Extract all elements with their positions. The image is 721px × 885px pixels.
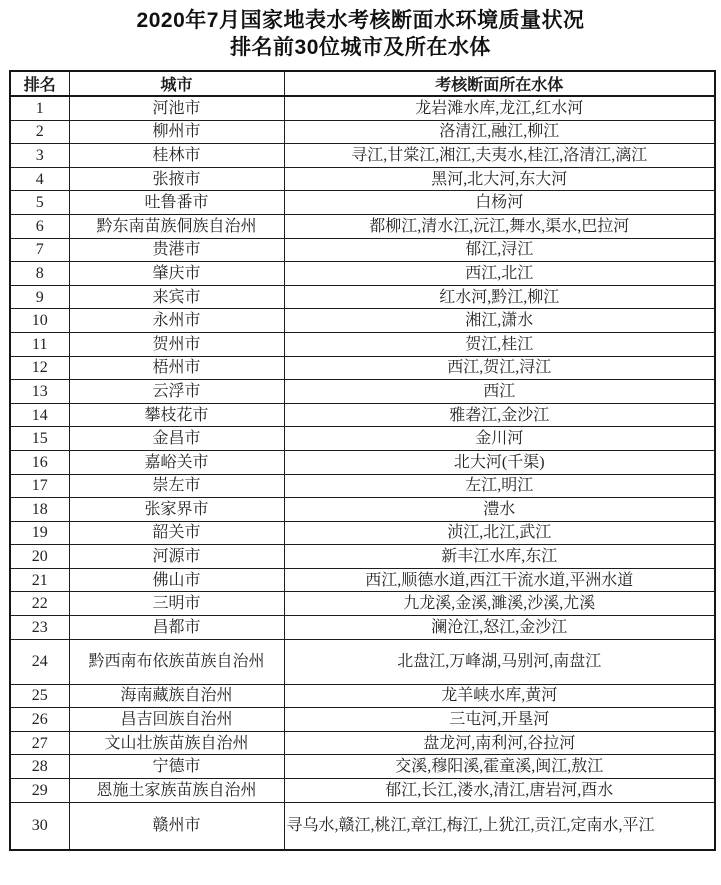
table-row: [10, 474, 715, 498]
ranking-table: [9, 70, 716, 851]
table-row: [10, 309, 715, 333]
city-cell: 河源市: [69, 545, 284, 569]
rank-cell: 30: [10, 802, 69, 850]
waters-cell: 白杨河: [284, 191, 715, 215]
rank-cell: 6: [10, 214, 69, 238]
rank-cell: 27: [10, 731, 69, 755]
table-row: [10, 802, 715, 850]
table-row: [10, 144, 715, 168]
rank-cell: 14: [10, 403, 69, 427]
waters-cell: 交溪,穆阳溪,霍童溪,闽江,敖江: [284, 755, 715, 779]
table-row: [10, 403, 715, 427]
table-row: [10, 262, 715, 286]
rank-cell: 13: [10, 380, 69, 404]
city-cell: 肇庆市: [69, 262, 284, 286]
header-rank: 排名: [10, 71, 69, 96]
city-cell: 桂林市: [69, 144, 284, 168]
city-cell: 柳州市: [69, 120, 284, 144]
waters-cell: 西江,顺德水道,西江干流水道,平洲水道: [284, 568, 715, 592]
rank-cell: 24: [10, 639, 69, 684]
rank-cell: 20: [10, 545, 69, 569]
table-row: [10, 684, 715, 708]
rank-cell: 3: [10, 144, 69, 168]
table-row: [10, 214, 715, 238]
table-row: [10, 450, 715, 474]
waters-cell: 盘龙河,南利河,谷拉河: [284, 731, 715, 755]
rank-cell: 11: [10, 332, 69, 356]
waters-cell: 都柳江,清水江,沅江,舞水,渠水,巴拉河: [284, 214, 715, 238]
city-cell: 佛山市: [69, 568, 284, 592]
waters-cell: 北大河(千渠): [284, 450, 715, 474]
rank-cell: 29: [10, 779, 69, 803]
city-cell: 永州市: [69, 309, 284, 333]
rank-cell: 17: [10, 474, 69, 498]
rank-cell: 23: [10, 616, 69, 640]
waters-cell: 澧水: [284, 498, 715, 522]
city-cell: 昌都市: [69, 616, 284, 640]
waters-cell: 郁江,浔江: [284, 238, 715, 262]
rank-cell: 7: [10, 238, 69, 262]
waters-cell: 红水河,黔江,柳江: [284, 285, 715, 309]
waters-cell: 雅砻江,金沙江: [284, 403, 715, 427]
city-cell: 昌吉回族自治州: [69, 708, 284, 732]
waters-cell: 西江: [284, 380, 715, 404]
page-title: [0, 0, 721, 61]
table-body: [10, 96, 715, 850]
table-row: [10, 120, 715, 144]
header-waters: 考核断面所在水体: [284, 71, 715, 96]
table-row: [10, 639, 715, 684]
rank-cell: 2: [10, 120, 69, 144]
city-cell: 来宾市: [69, 285, 284, 309]
waters-cell: 龙岩滩水库,龙江,红水河: [284, 96, 715, 120]
waters-cell: 左江,明江: [284, 474, 715, 498]
city-cell: 恩施土家族苗族自治州: [69, 779, 284, 803]
city-cell: 黔东南苗族侗族自治州: [69, 214, 284, 238]
city-cell: 文山壮族苗族自治州: [69, 731, 284, 755]
waters-cell: 北盘江,万峰湖,马别河,南盘江: [284, 639, 715, 684]
city-cell: 攀枝花市: [69, 403, 284, 427]
city-cell: 河池市: [69, 96, 284, 120]
table-row: [10, 427, 715, 451]
waters-cell: 寻乌水,赣江,桃江,章江,梅江,上犹江,贡江,定南水,平江: [284, 802, 715, 850]
rank-cell: 15: [10, 427, 69, 451]
title-line-2: 排名前30位城市及所在水体: [230, 36, 491, 59]
city-cell: 张家界市: [69, 498, 284, 522]
waters-cell: 澜沧江,怒江,金沙江: [284, 616, 715, 640]
waters-cell: 贺江,桂江: [284, 332, 715, 356]
table-row: [10, 568, 715, 592]
rank-cell: 18: [10, 498, 69, 522]
table-row: [10, 521, 715, 545]
waters-cell: 湘江,潇水: [284, 309, 715, 333]
table-row: [10, 498, 715, 522]
city-cell: 宁德市: [69, 755, 284, 779]
rank-cell: 8: [10, 262, 69, 286]
city-cell: 金昌市: [69, 427, 284, 451]
city-cell: 云浮市: [69, 380, 284, 404]
rank-cell: 1: [10, 96, 69, 120]
city-cell: 嘉峪关市: [69, 450, 284, 474]
table-row: [10, 592, 715, 616]
waters-cell: 龙羊峡水库,黄河: [284, 684, 715, 708]
city-cell: 梧州市: [69, 356, 284, 380]
waters-cell: 洛清江,融江,柳江: [284, 120, 715, 144]
rank-cell: 21: [10, 568, 69, 592]
city-cell: 贺州市: [69, 332, 284, 356]
rank-cell: 22: [10, 592, 69, 616]
rank-cell: 25: [10, 684, 69, 708]
waters-cell: 九龙溪,金溪,濉溪,沙溪,尤溪: [284, 592, 715, 616]
table-row: [10, 708, 715, 732]
city-cell: 吐鲁番市: [69, 191, 284, 215]
table-row: [10, 96, 715, 120]
table-row: [10, 755, 715, 779]
table-row: [10, 285, 715, 309]
table-row: [10, 731, 715, 755]
table-row: [10, 332, 715, 356]
waters-cell: 三屯河,开垦河: [284, 708, 715, 732]
rank-cell: 26: [10, 708, 69, 732]
waters-cell: 黑河,北大河,东大河: [284, 167, 715, 191]
rank-cell: 10: [10, 309, 69, 333]
rank-cell: 19: [10, 521, 69, 545]
waters-cell: 新丰江水库,东江: [284, 545, 715, 569]
table-header: [10, 71, 715, 96]
waters-cell: 浈江,北江,武江: [284, 521, 715, 545]
city-cell: 海南藏族自治州: [69, 684, 284, 708]
rank-cell: 16: [10, 450, 69, 474]
table-row: [10, 545, 715, 569]
table-row: [10, 380, 715, 404]
city-cell: 黔西南布依族苗族自治州: [69, 639, 284, 684]
city-cell: 韶关市: [69, 521, 284, 545]
title-line-1: 2020年7月国家地表水考核断面水环境质量状况: [136, 9, 585, 32]
table-row: [10, 356, 715, 380]
city-cell: 贵港市: [69, 238, 284, 262]
table-row: [10, 191, 715, 215]
waters-cell: 西江,北江: [284, 262, 715, 286]
waters-cell: 郁江,长江,溇水,清江,唐岩河,酉水: [284, 779, 715, 803]
table-row: [10, 616, 715, 640]
waters-cell: 西江,贺江,浔江: [284, 356, 715, 380]
table-row: [10, 779, 715, 803]
rank-cell: 5: [10, 191, 69, 215]
city-cell: 三明市: [69, 592, 284, 616]
city-cell: 崇左市: [69, 474, 284, 498]
rank-cell: 4: [10, 167, 69, 191]
waters-cell: 金川河: [284, 427, 715, 451]
waters-cell: 寻江,甘棠江,湘江,夫夷水,桂江,洛清江,漓江: [284, 144, 715, 168]
header-row: [10, 71, 715, 96]
city-cell: 赣州市: [69, 802, 284, 850]
rank-cell: 12: [10, 356, 69, 380]
city-cell: 张掖市: [69, 167, 284, 191]
table-row: [10, 167, 715, 191]
table-row: [10, 238, 715, 262]
rank-cell: 9: [10, 285, 69, 309]
rank-cell: 28: [10, 755, 69, 779]
header-city: 城市: [69, 71, 284, 96]
